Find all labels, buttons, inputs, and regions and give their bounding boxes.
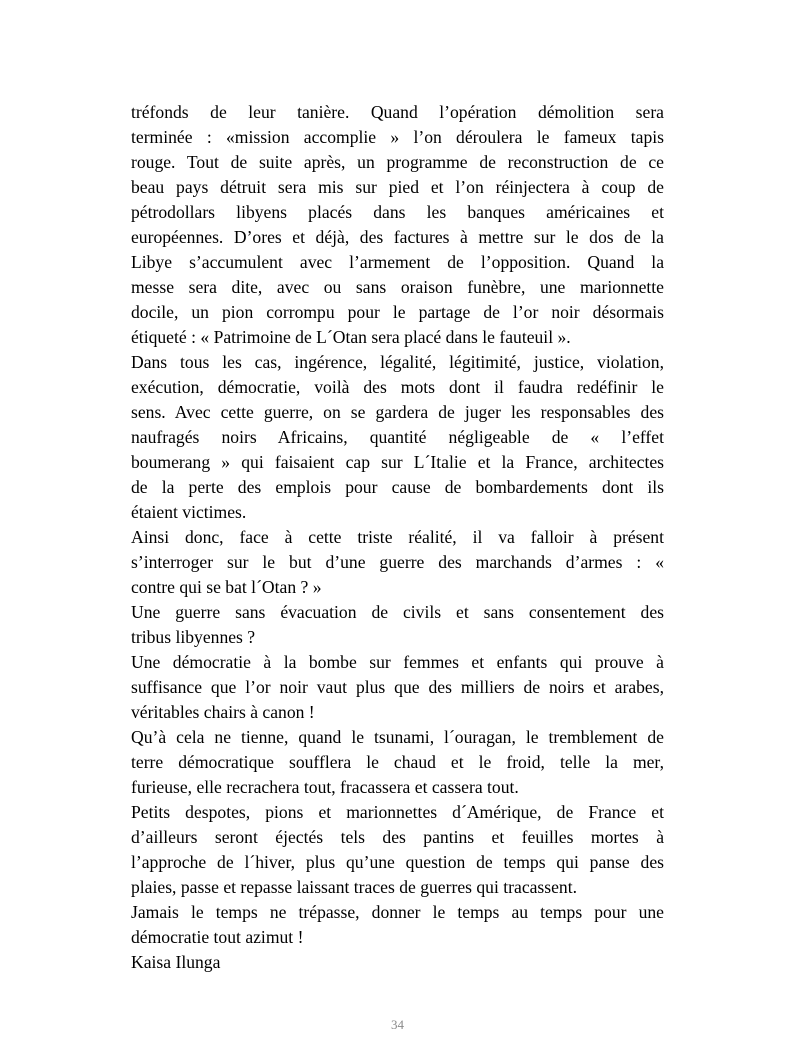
text-line: Jamais le temps ne trépasse, donner le temps au temps pour une [131,902,664,922]
text-line: beau pays détruit sera mis sur pied et l’on réinjectera à coup de [131,177,664,197]
text-line: Une guerre sans évacuation de civils et sans consentement des [131,602,664,622]
body-text [131,100,664,975]
text-line: Une démocratie à la bombe sur femmes et enfants qui prouve à [131,652,664,672]
text-line: furieuse, elle recrachera tout, fracassera et cassera tout. [131,777,519,797]
text-line: messe sera dite, avec ou sans oraison funèbre, une marionnette [131,277,664,297]
text-line: Petits despotes, pions et marionnettes d´Amérique, de France et [131,802,664,822]
text-line: boumerang » qui faisaient cap sur L´Italie et la France, architectes [131,452,664,472]
text-line: Libye s’accumulent avec l’armement de l’opposition. Quand la [131,252,664,272]
text-line: plaies, passe et repasse laissant traces de guerres qui tracassent. [131,877,578,897]
text-line: pétrodollars libyens placés dans les banques américaines et [131,202,664,222]
text-line: véritables chairs à canon ! [131,702,315,722]
text-line: d’ailleurs seront éjectés tels des pantins et feuilles mortes à [131,827,664,847]
text-line: naufragés noirs Africains, quantité négligeable de « l’effet [131,427,664,447]
text-line: Kaisa Ilunga [131,952,221,972]
text-line: l’approche de l´hiver, plus qu’une question de temps qui panse des [131,852,664,872]
text-line: tribus libyennes ? [131,627,256,647]
text-line: démocratie tout azimut ! [131,927,304,947]
text-line: Qu’à cela ne tienne, quand le tsunami, l´ouragan, le tremblement de [131,727,664,747]
page-number: 34 [391,1017,404,1032]
text-line: tréfonds de leur tanière. Quand l’opération démolition sera [131,102,664,122]
text-line: de la perte des emplois pour cause de bombardements dont ils [131,477,664,497]
text-line: étaient victimes. [131,502,247,522]
text-line: contre qui se bat l´Otan ? » [131,577,322,597]
text-line: terminée : «mission accomplie » l’on déroulera le fameux tapis [131,127,664,147]
text-line: suffisance que l’or noir vaut plus que des milliers de noirs et arabes, [131,677,664,697]
text-line: rouge. Tout de suite après, un programme de reconstruction de ce [131,152,664,172]
text-line: exécution, démocratie, voilà des mots dont il faudra redéfinir le [131,377,664,397]
text-line: européennes. D’ores et déjà, des factures à mettre sur le dos de la [131,227,664,247]
text-line: Dans tous les cas, ingérence, légalité, légitimité, justice, violation, [131,352,664,372]
text-line: étiqueté : « Patrimoine de L´Otan sera placé dans le fauteuil ». [131,327,571,347]
text-line: terre démocratique soufflera le chaud et le froid, telle la mer, [131,752,664,772]
text-line: sens. Avec cette guerre, on se gardera de juger les responsables des [131,402,664,422]
text-line: Ainsi donc, face à cette triste réalité, il va falloir à présent [131,527,664,547]
text-line: docile, un pion corrompu pour le partage de l’or noir désormais [131,302,664,322]
text-line: s’interroger sur le but d’une guerre des marchands d’armes : « [131,552,664,572]
